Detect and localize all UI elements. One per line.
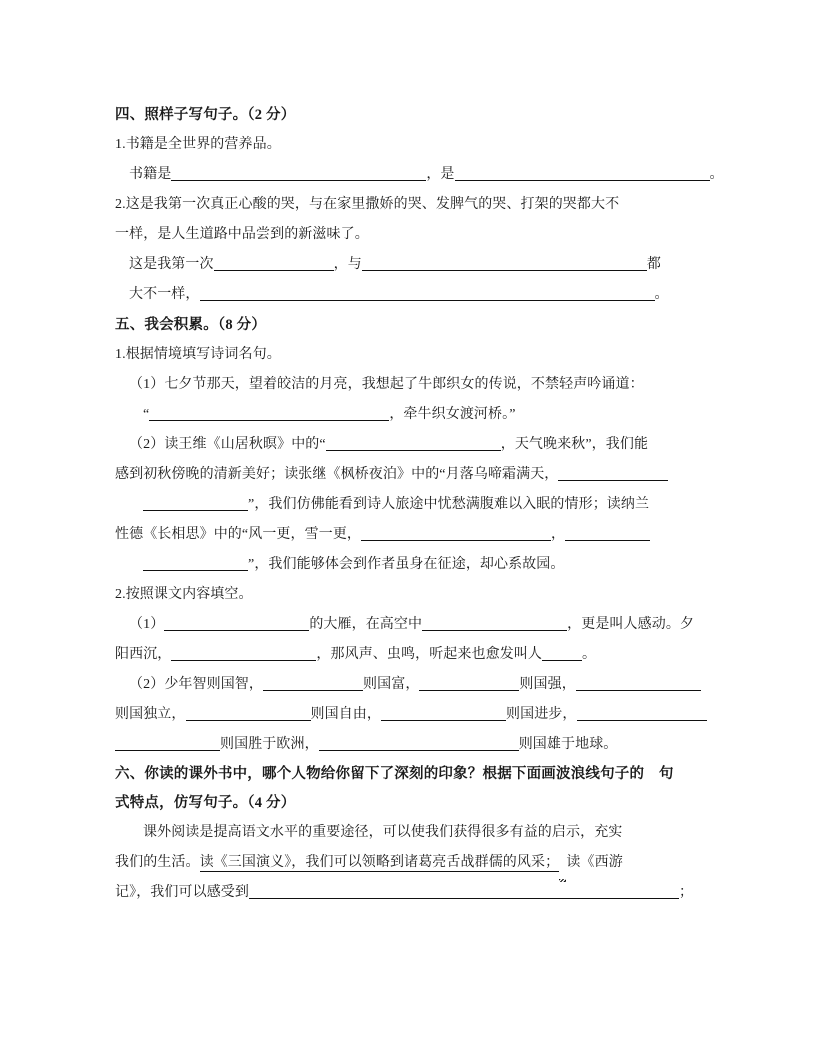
answer-blank[interactable] bbox=[319, 733, 519, 751]
section-six-body-line2 bbox=[115, 848, 700, 878]
item-label: （2） bbox=[129, 677, 165, 692]
section-four-q1-answer-line bbox=[115, 160, 724, 190]
item1-text-c: 阳西沉， bbox=[115, 647, 172, 662]
answer-blank[interactable] bbox=[362, 253, 647, 271]
section-five-q2-item2-line2 bbox=[115, 700, 700, 730]
answer-blank[interactable] bbox=[143, 493, 248, 511]
quote-mid: ，牵牛织女渡河桥。” bbox=[389, 407, 516, 422]
item1-text-e: 。 bbox=[582, 647, 597, 662]
section-five-q2-item2-line1 bbox=[115, 670, 700, 700]
section-five-q1-prompt bbox=[115, 340, 700, 370]
q1-number: 1. bbox=[115, 347, 126, 362]
item1-text-d: ，那风声、虫鸣，听起来也愈发叫人 bbox=[316, 647, 543, 662]
answer-blank[interactable] bbox=[455, 163, 710, 181]
q2-answer-mid2: 都 bbox=[646, 257, 661, 272]
item2-text-d: 则国独立， bbox=[115, 707, 186, 722]
answer-blank[interactable] bbox=[577, 703, 707, 721]
answer-blank[interactable] bbox=[171, 643, 316, 661]
item2-text-g: ”，我们能够体会到作者虽身在征途，却心系故园。 bbox=[248, 557, 565, 572]
section-five-q2-item1-line2 bbox=[115, 640, 700, 670]
section-five-q1-item1 bbox=[115, 370, 700, 400]
section-six-heading-line2: 式特点，仿写句子。（4 分） bbox=[115, 795, 296, 811]
answer-blank[interactable] bbox=[214, 253, 334, 271]
q2-number: 2. bbox=[115, 197, 126, 212]
section-five-q1-item2-line1 bbox=[115, 430, 700, 460]
section-five-q1-item2-line4 bbox=[115, 520, 700, 550]
section-five-q2-prompt bbox=[115, 580, 700, 610]
section-six-body-line1 bbox=[115, 818, 700, 848]
answer-blank[interactable] bbox=[115, 733, 220, 751]
answer-blank[interactable] bbox=[249, 881, 679, 899]
q2-example-text-2: 一样，是人生道路中品尝到的新滋味了。 bbox=[115, 227, 369, 242]
section-four-q2-example-line1 bbox=[115, 190, 700, 220]
item2-text-a: 少年智则国智， bbox=[164, 677, 264, 692]
section-five-q1-item2-line3 bbox=[115, 490, 700, 520]
q2-number: 2. bbox=[115, 587, 126, 602]
item2-text-e: 性德《长相思》中的“风一更，雪一更， bbox=[115, 527, 362, 542]
q2-answer-prefix: 这是我第一次 bbox=[129, 257, 214, 272]
section-five-q2-item2-line3 bbox=[115, 730, 700, 760]
section-four-q2-answer-line1 bbox=[115, 250, 700, 280]
answer-end: ； bbox=[679, 885, 694, 900]
item2-text-c: 感到初秋傍晚的清新美好；读张继《枫桥夜泊》中的“月落乌啼霜满天， bbox=[115, 467, 559, 482]
section-five-q1-item2-line5 bbox=[115, 550, 700, 580]
q2-answer-mid1: ，与 bbox=[333, 257, 362, 272]
answer-blank[interactable] bbox=[565, 523, 650, 541]
answer-blank[interactable] bbox=[361, 523, 551, 541]
item-label: （1） bbox=[129, 377, 165, 392]
item2-text-e: 则国自由， bbox=[310, 707, 381, 722]
item2-text-f: 则国进步， bbox=[506, 707, 577, 722]
body-text-line2-plain: 我们的生活。 bbox=[115, 855, 200, 870]
q1-number: 1. bbox=[115, 137, 126, 152]
wavy-underline-mark: ​ bbox=[559, 848, 566, 878]
section-five-q1-item1-answer bbox=[115, 400, 700, 430]
q1-answer-prefix: 书籍是 bbox=[129, 167, 172, 182]
item2-text-g: 则国胜于欧洲， bbox=[220, 737, 319, 752]
item2-text-b: 则国富， bbox=[363, 677, 420, 692]
item2-text-f: ， bbox=[551, 527, 566, 542]
item2-text-c: 则国强， bbox=[519, 677, 576, 692]
answer-blank[interactable] bbox=[419, 673, 519, 691]
answer-blank[interactable] bbox=[186, 703, 311, 721]
item2-text-b: ，天气晚来秋”，我们能 bbox=[500, 437, 649, 452]
answer-blank[interactable] bbox=[171, 163, 426, 181]
q1-answer-mid: ，是 bbox=[426, 167, 455, 182]
exam-sheet bbox=[115, 100, 724, 908]
q2-example-text-1: 这是我第一次真正心酸的哭，与在家里撒娇的哭、发脾气的哭、打架的哭都大不 bbox=[125, 197, 620, 212]
q1-example-text: 书籍是全世界的营养品。 bbox=[125, 137, 281, 152]
section-six-answer-line bbox=[115, 878, 700, 908]
answer-blank[interactable] bbox=[381, 703, 506, 721]
section-four-q2-answer-line2 bbox=[115, 280, 700, 310]
quote-open: “ bbox=[143, 407, 150, 422]
section-four-heading: 四、照样子写句子。（2 分） bbox=[115, 107, 296, 123]
item-label: （1） bbox=[129, 617, 165, 632]
q1-answer-end: 。 bbox=[709, 167, 724, 182]
answer-blank[interactable] bbox=[143, 553, 248, 571]
item1-text: 七夕节那天，望着皎洁的月亮，我想起了牛郎织女的传说，不禁轻声吟诵道： bbox=[164, 377, 644, 392]
item-label: （2） bbox=[129, 437, 165, 452]
item2-text-h: 则国雄于地球。 bbox=[518, 737, 618, 752]
body-text-line1: 课外阅读是提高语文水平的重要途径，可以使我们获得很多有益的启示，充实 bbox=[143, 825, 623, 840]
answer-prefix: 记》，我们可以感受到 bbox=[115, 885, 249, 900]
answer-blank[interactable] bbox=[576, 673, 701, 691]
item1-text-b: ，更是叫人感动。夕 bbox=[567, 617, 695, 632]
answer-blank[interactable] bbox=[149, 403, 389, 421]
answer-blank[interactable] bbox=[263, 673, 363, 691]
item1-text-a: 的大雁，在高空中 bbox=[309, 617, 423, 632]
section-four-q2-example-line2 bbox=[115, 220, 700, 250]
q2-answer-end: 。 bbox=[654, 287, 669, 302]
q2-answer-line2-prefix: 大不一样， bbox=[129, 287, 200, 302]
answer-blank[interactable] bbox=[558, 463, 668, 481]
answer-blank[interactable] bbox=[542, 643, 582, 661]
section-six-heading-line1: 六、你读的课外书中，哪个人物给你留下了深刻的印象？根据下面画波浪线句子的 句 bbox=[115, 766, 674, 782]
section-five-q2-item1-line1 bbox=[115, 610, 700, 640]
answer-blank[interactable] bbox=[422, 613, 567, 631]
answer-blank[interactable] bbox=[164, 613, 309, 631]
q1-prompt-text: 根据情境填写诗词名句。 bbox=[125, 347, 281, 362]
wavy-underlined-example-sentence: 读《三国演义》，我们可以领略到诸葛亮舌战群儒的风采； bbox=[199, 855, 560, 870]
item2-text-d: ”，我们仿佛能看到诗人旅途中忧愁满腹难以入眠的情形；读纳兰 bbox=[248, 497, 650, 512]
answer-blank[interactable] bbox=[326, 433, 501, 451]
answer-blank[interactable] bbox=[200, 283, 655, 301]
section-five-heading: 五、我会积累。（8 分） bbox=[115, 317, 267, 333]
body-text-line2-tail: 读《西游 bbox=[566, 855, 623, 870]
section-four-q1-example bbox=[115, 130, 700, 160]
item2-text-a: 读王维《山居秋暝》中的“ bbox=[164, 437, 326, 452]
q2-prompt-text: 按照课文内容填空。 bbox=[125, 587, 253, 602]
section-five-q1-item2-line2 bbox=[115, 460, 700, 490]
